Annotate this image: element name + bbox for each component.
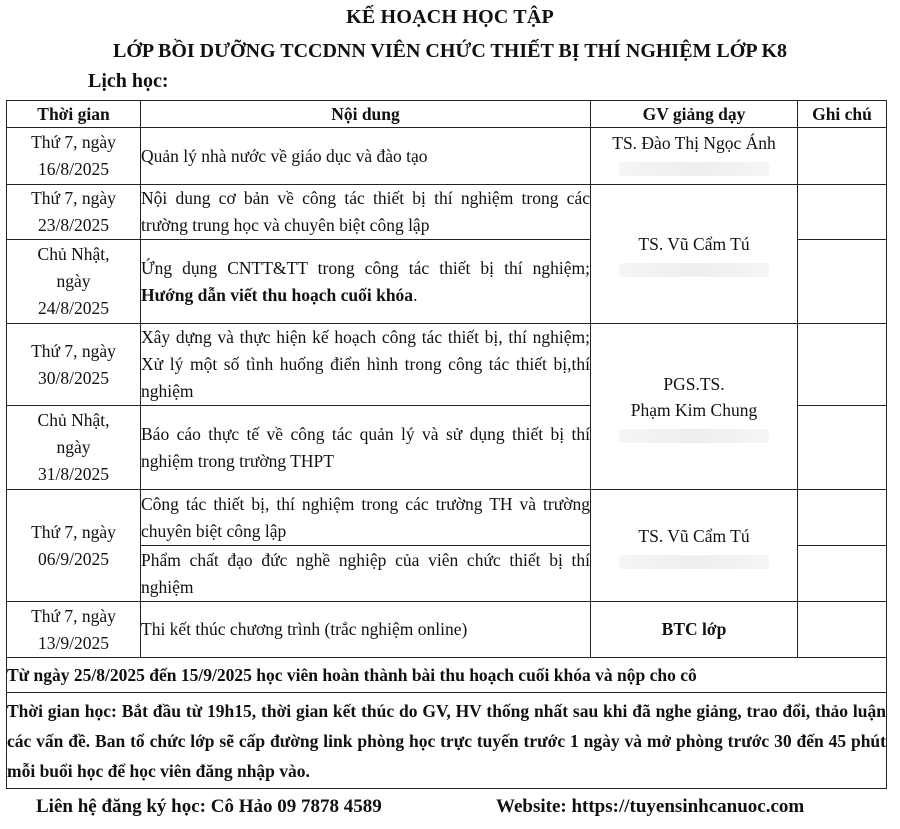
session-date (7, 602, 141, 658)
date-line: Thứ 7, ngày (31, 340, 116, 361)
session-note (798, 406, 887, 490)
session-content (141, 240, 591, 324)
session-content: Xây dựng và thực hiện kế hoạch công tác thiết bị, thí nghiệm; Xử lý một số tình huống điển hình trong công tác thiết bị,thí nghiệm (141, 324, 591, 406)
session-note (798, 602, 887, 658)
class-time-note: Thời gian học: Bắt đầu từ 19h15, thời gian kết thúc do GV, HV thống nhất sau khi đã nghe giảng, trao đổi, thảo luận các vấn đề. Ban tổ chức lớp sẽ cấp đường link phòng học trực tuyến trước 1 ngày và mở phòng trước 30 đến 45 phút mỗi buổi học để học viên đăng nhập vào. (7, 693, 887, 789)
date-line: Thứ 7, ngày (31, 605, 116, 626)
teacher-name: TS. Đào Thị Ngọc Ánh (612, 133, 776, 153)
table-header-row (7, 101, 887, 128)
date-line: 24/8/2025 (38, 298, 109, 318)
document-title: KẾ HOẠCH HỌC TẬP (346, 6, 554, 28)
session-date (7, 240, 141, 324)
session-note (798, 128, 887, 185)
session-content: Thi kết thúc chương trình (trắc nghiệm online) (141, 602, 591, 658)
date-line: Chủ Nhật, (37, 410, 110, 430)
schedule-note-row (7, 693, 887, 789)
session-content: Công tác thiết bị, thí nghiệm trong các trường TH và trường chuyên biệt công lập (141, 490, 591, 546)
schedule-table (6, 100, 887, 789)
session-content: Nội dung cơ bản về công tác thiết bị thí nghiệm trong các trường trung học và chuyên biệt công lập (141, 185, 591, 240)
content-bold: Hướng dẫn viết thu hoạch cuối khóa (141, 284, 414, 305)
date-line: 31/8/2025 (38, 464, 109, 484)
date-line: 06/9/2025 (38, 548, 109, 569)
table-row (7, 490, 887, 546)
date-line: 16/8/2025 (38, 159, 109, 179)
table-row (7, 324, 887, 406)
contact-info: Liên hệ đăng ký học: Cô Hảo 09 7878 4589 (36, 796, 382, 817)
date-line: Chủ Nhật, (37, 244, 110, 264)
date-line: 13/9/2025 (38, 632, 109, 653)
session-date (7, 185, 141, 240)
table-row (7, 185, 887, 240)
session-content: Quản lý nhà nước về giáo dục và đào tạo (141, 128, 591, 185)
session-note (798, 240, 887, 324)
website-info: Website: https://tuyensinhcanuoc.com (496, 796, 805, 817)
session-teacher: BTC lớp (591, 602, 798, 658)
session-note (798, 546, 887, 602)
session-note (798, 185, 887, 240)
header-teacher: GV giảng dạy (591, 101, 798, 128)
redacted-text (619, 263, 769, 277)
header-notes: Ghi chú (798, 101, 887, 128)
date-line: Thứ 7, ngày (31, 132, 116, 152)
session-date (7, 406, 141, 490)
content-text: Ứng dụng CNTT&TT trong công tác thiết bị thí nghiệm; (141, 257, 590, 278)
date-line: ngày (56, 271, 91, 291)
session-teacher (591, 324, 798, 490)
date-line: Thứ 7, ngày (31, 521, 116, 542)
teacher-name-line: PGS.TS. (663, 373, 725, 394)
content-end: . (413, 284, 418, 305)
session-content: Phẩm chất đạo đức nghề nghiệp của viên chức thiết bị thí nghiệm (141, 546, 591, 602)
session-note (798, 324, 887, 406)
table-row (7, 602, 887, 658)
date-line: Thứ 7, ngày (31, 188, 116, 208)
session-date (7, 490, 141, 602)
teacher-name-line: Phạm Kim Chung (630, 399, 758, 420)
date-line: 23/8/2025 (38, 215, 109, 235)
session-teacher (591, 128, 798, 185)
teacher-name: TS. Vũ Cẩm Tú (638, 234, 750, 254)
table-row (7, 128, 887, 185)
header-content: Nội dung (141, 101, 591, 128)
document-subtitle: LỚP BỒI DƯỠNG TCCDNN VIÊN CHỨC THIẾT BỊ THÍ NGHIỆM LỚP K8 (112, 40, 787, 62)
header-time: Thời gian (7, 101, 141, 128)
redacted-text (619, 555, 769, 569)
report-note-row (7, 658, 887, 693)
session-date (7, 324, 141, 406)
session-teacher (591, 490, 798, 602)
date-line: 30/8/2025 (38, 367, 109, 388)
session-note (798, 490, 887, 546)
teacher-name: TS. Vũ Cẩm Tú (638, 525, 750, 546)
session-teacher (591, 185, 798, 324)
redacted-text (619, 429, 769, 443)
schedule-label: Lịch học: (88, 70, 169, 92)
session-content: Báo cáo thực tế về công tác quản lý và sử dụng thiết bị thí nghiệm trong trường THPT (141, 406, 591, 490)
date-line: ngày (56, 437, 91, 457)
report-deadline-note: Từ ngày 25/8/2025 đến 15/9/2025 học viên hoàn thành bài thu hoạch cuối khóa và nộp cho cô (7, 658, 887, 693)
session-date (7, 128, 141, 185)
redacted-text (619, 162, 769, 176)
